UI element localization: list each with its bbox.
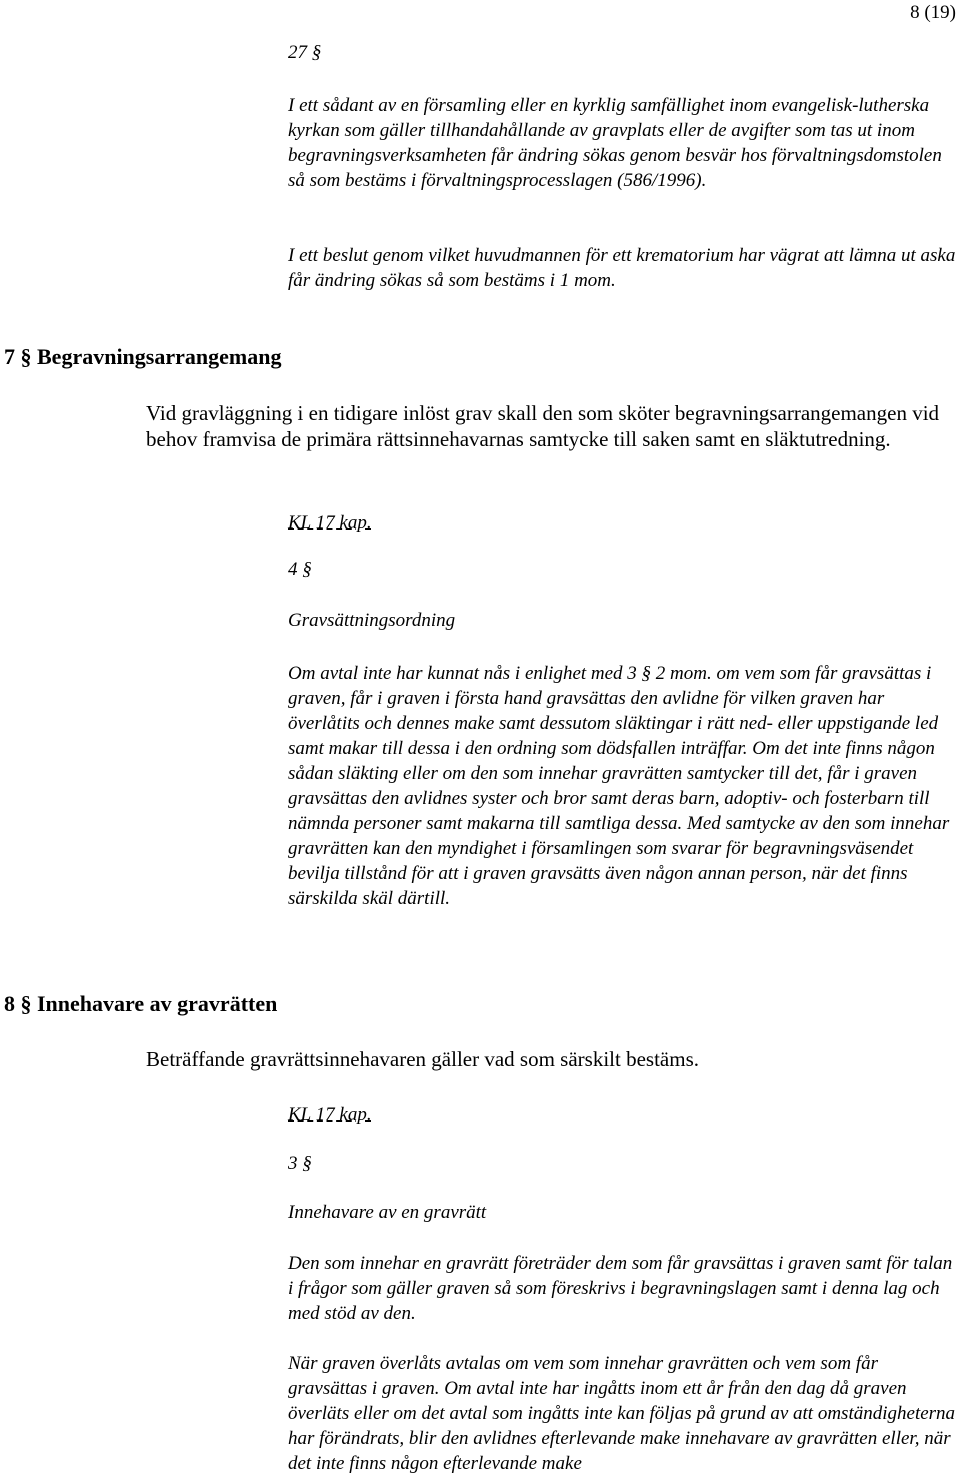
section-8-heading: 8 § Innehavare av gravrätten xyxy=(4,991,278,1016)
section-8-ref-chapter: KL 17 kap. xyxy=(288,1104,372,1125)
section-27-paragraph-2: I ett beslut genom vilket huvudmannen för ett krematorium har vägrat att lämna ut aska får ändring sökas så som bestäms i 1 mom. xyxy=(288,245,956,291)
section-7-heading: 7 § Begravningsarrangemang xyxy=(4,344,282,369)
section-8-ref-text-1: Den som innehar en gravrätt företräder dem som får gravsättas i graven samt för talan i frågor som gäller graven så som föreskrivs i begravningslagen samt i denna lag och med stöd av den. xyxy=(288,1253,953,1324)
section-7-ref-paragraph: 4 § xyxy=(288,559,312,580)
section-7-ref-text: Om avtal inte har kunnat nås i enlighet med 3 § 2 mom. om vem som får gravsättas i graven, får i graven i första hand gravsättas den avlidne för vilken graven har överlåtits och dennes make samt dessutom släktingar i rätt ned- eller uppstigande led samt makar till dessa i den ordning som dödsfallen inträffar. Om det inte finns någon sådan släkting eller om den som innehar gravrätten samtycker till det, får i graven gravsättas den avlidnes syster och bror samt deras barn, adoptiv- och fosterbarn till nämnda personer samt makarna till samtliga dessa. Med samtycke av den som innehar gravrätten kan den myndighet i församlingen som svarar för begravningsväsendet bevilja tillstånd för att i graven gravsätts även någon annan person, när det finns särskilda skäl därtill. xyxy=(288,663,950,909)
section-7-ref-title: Gravsättningsordning xyxy=(288,610,456,631)
section-7-body: Vid gravläggning i en tidigare inlöst grav skall den som sköter begravningsarrangemangen vid behov framvisa de primära rättsinnehavarnas samtycke till saken samt en släktutredning. xyxy=(146,401,940,451)
section-7-ref-chapter: KL 17 kap. xyxy=(288,512,372,533)
section-8-body: Beträffande gravrättsinnehavaren gäller vad som särskilt bestäms. xyxy=(146,1047,700,1071)
section-27-paragraph-1: I ett sådant av en församling eller en kyrklig samfällighet inom evangelisk-lutherska kyrkan som gäller tillhandahållande av gravplats eller de avgifter som tas ut inom begravningsverksamheten får ändring sökas genom besvär hos förvaltningsdomstolen så som bestäms i förvaltningsprocesslagen (586/1996). xyxy=(288,95,942,191)
section-8-ref-text-2: När graven överlåts avtalas om vem som innehar gravrätten och vem som får gravsättas i graven. Om avtal inte har ingåtts inom ett år från den dag då graven överläts eller om det avtal som ingåtts inte kan följas på grund av att omständigheterna har förändrats, blir den avlidnes efterlevande make innehavare av gravrätten eller, när det inte finns någon efterlevande make xyxy=(288,1353,956,1474)
section-8-ref-title: Innehavare av en gravrätt xyxy=(288,1202,487,1223)
section-27-number: 27 § xyxy=(288,42,322,63)
section-8-ref-paragraph: 3 § xyxy=(288,1153,312,1174)
page-number: 8 (19) xyxy=(910,2,956,23)
